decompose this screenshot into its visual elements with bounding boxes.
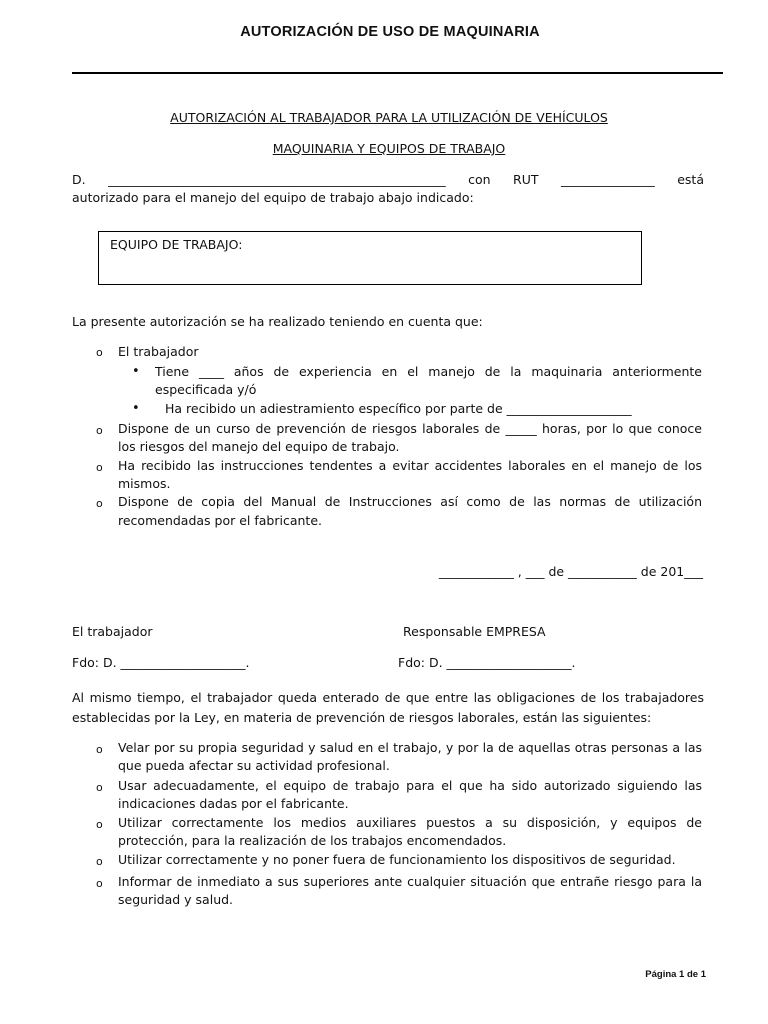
list-bullet: o: [96, 781, 103, 794]
obligations-lead-1: Al mismo tiempo, el trabajador queda enterado de que entre las obligaciones de los trabajadores: [72, 690, 704, 705]
sub-list-item: Ha recibido un adiestramiento específico por parte de ____________________: [165, 401, 632, 416]
list-item-cont: mismos.: [118, 476, 171, 491]
signature-company-line: Fdo: D. ____________________.: [398, 655, 576, 670]
list-item: Informar de inmediato a sus superiores ante cualquier situación que entrañe riesgo para la: [118, 874, 702, 889]
sub-list-item: Tiene ____ años de experiencia en el manejo de la maquinaria anteriormente: [155, 364, 702, 379]
list-item-cont: protección, para la realización de los trabajos encomendados.: [118, 833, 507, 848]
page-number: Página 1 de 1: [645, 969, 706, 980]
signature-company-title: Responsable EMPRESA: [403, 624, 546, 639]
list-item: Dispone de copia del Manual de Instrucciones así como de las normas de utilización: [118, 494, 702, 509]
intro-name-rut-line: D. ______________________________________________________ con RUT _______________ está: [72, 172, 704, 187]
list-bullet: o: [96, 743, 103, 756]
list-item-cont: indicaciones dadas por el fabricante.: [118, 796, 349, 811]
document-title: AUTORIZACIÓN DE USO DE MAQUINARIA: [240, 24, 540, 40]
conditions-lead: La presente autorización se ha realizado teniendo en cuenta que:: [72, 314, 483, 329]
list-item: Dispone de un curso de prevención de riesgos laborales de _____ horas, por lo que conoce: [118, 421, 702, 436]
list-bullet: o: [96, 424, 103, 437]
list-bullet: o: [96, 855, 103, 868]
sub-list-bullet: •: [132, 401, 140, 416]
list-bullet: o: [96, 461, 103, 474]
list-item: Velar por su propia seguridad y salud en el trabajo, y por la de aquellas otras personas a las: [118, 740, 702, 755]
list-item: Utilizar correctamente los medios auxiliares puestos a su disposición, y equipos de: [118, 815, 702, 830]
obligations-lead-2: establecidas por la Ley, en materia de prevención de riesgos laborales, están las siguientes:: [72, 710, 652, 725]
subtitle-line-2: MAQUINARIA Y EQUIPOS DE TRABAJO: [272, 141, 506, 156]
signature-worker-title: El trabajador: [72, 624, 153, 639]
title-divider: [72, 72, 723, 74]
list-bullet: o: [96, 346, 103, 359]
list-bullet: o: [96, 818, 103, 831]
list-bullet: o: [96, 877, 103, 890]
sub-list-item-cont: especificada y/ó: [155, 382, 257, 397]
list-item-cont: seguridad y salud.: [118, 892, 234, 907]
list-item: Usar adecuadamente, el equipo de trabajo para el que ha sido autorizado siguiendo las: [118, 778, 702, 793]
list-bullet: o: [96, 497, 103, 510]
sub-list-bullet: •: [132, 364, 140, 379]
signature-worker-line: Fdo: D. ____________________.: [72, 655, 250, 670]
intro-authorization-line: autorizado para el manejo del equipo de trabajo abajo indicado:: [72, 190, 474, 205]
list-item: Utilizar correctamente y no poner fuera de funcionamiento los dispositivos de seguridad.: [118, 852, 676, 867]
list-item-cont: recomendadas por el fabricante.: [118, 513, 322, 528]
list-item: Ha recibido las instrucciones tendentes a evitar accidentes laborales en el manejo de los: [118, 458, 702, 473]
list-item-cont: que pueda afectar su actividad profesional.: [118, 758, 390, 773]
subtitle-line-1: AUTORIZACIÓN AL TRABAJADOR PARA LA UTILIZACIÓN DE VEHÍCULOS: [170, 110, 608, 125]
list-item: El trabajador: [118, 344, 199, 359]
date-line: ____________ , ___ de ___________ de 201___: [438, 564, 703, 579]
list-item-cont: los riesgos del manejo del equipo de trabajo.: [118, 439, 400, 454]
equipment-label: EQUIPO DE TRABAJO:: [110, 237, 243, 252]
